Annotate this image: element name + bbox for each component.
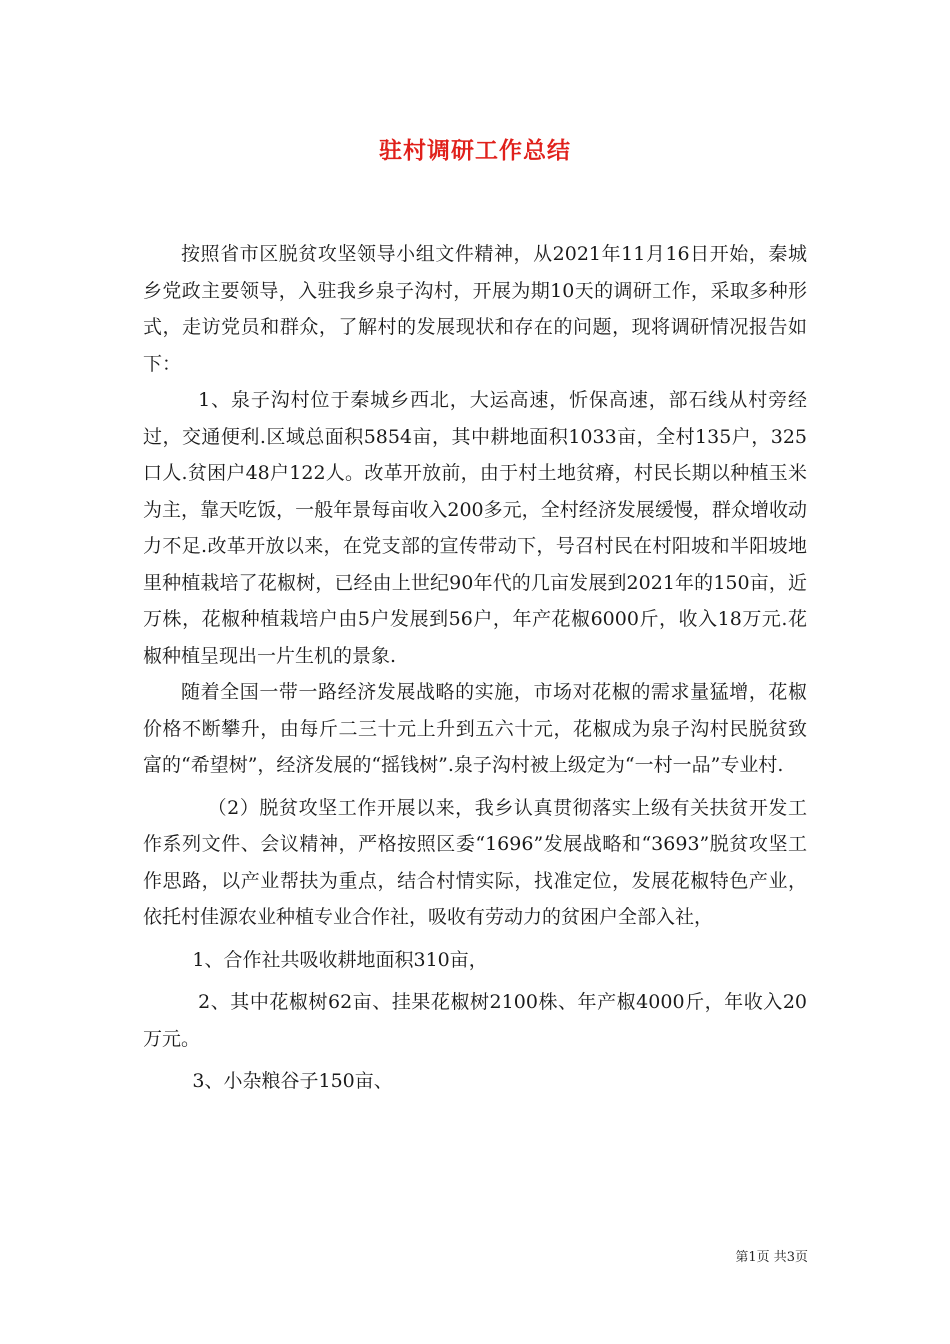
page-indicator: 第1页 共3页 [735, 1250, 808, 1265]
paragraph-intro: 按照省市区脱贫攻坚领导小组文件精神，从2021年11月16日开始，秦城乡党政主要领导，入驻我乡泉子沟村，开展为期10天的调研工作，采取多种形式，走访党员和群众，了解村的发展现状和存在的问题，现将调研情况报告如下： [143, 243, 807, 375]
list-item-millet: 3、小杂粮谷子150亩、 [192, 1070, 393, 1092]
document-title: 驻村调研工作总结 [379, 138, 571, 164]
paragraph-village-overview: 1、泉子沟村位于秦城乡西北，大运高速，忻保高速，部石线从村旁经过，交通便利.区域总面积5854亩，其中耕地面积1033亩，全村135户，325口人.贫困户48户122人。改革开放前，由于村土地贫瘠，村民长期以种植玉米为主，靠天吃饭，一般年景每亩收入200多元，全村经济发展缓慢，群众增收动力不足.改革开放以来，在党支部的宣传带动下，号召村民在村阳坡和半阳坡地里种植栽培了花椒树，已经由上世纪90年代的几亩发展到2021年的150亩，近万株，花椒种植栽培户由5户发展到56户，年产花椒6000斤，收入18万元.花椒种植呈现出一片生机的景象. [143, 389, 807, 667]
paragraph-poverty-work: （2）脱贫攻坚工作开展以来，我乡认真贯彻落实上级有关扶贫开发工作系列文件、会议精神，严格按照区委“1696”发展战略和“3693”脱贫攻坚工作思路，以产业帮扶为重点，结合村情实际，找准定位，发展花椒特色产业，依托村佳源农业种植专业合作社，吸收有劳动力的贫困户全部入社， [143, 796, 807, 928]
document-body [143, 236, 807, 1100]
paragraph-market-growth: 随着全国一带一路经济发展战略的实施，市场对花椒的需求量猛增，花椒价格不断攀升，由每斤二三十元上升到五六十元，花椒成为泉子沟村民脱贫致富的“希望树”，经济发展的“摇钱树”.泉子沟村被上级定为“一村一品”专业村. [143, 681, 807, 776]
list-item-pepper-trees: 2、其中花椒树62亩、挂果花椒树2100株、年产椒4000斤，年收入20万元。 [143, 991, 807, 1050]
list-item-cooperative-land: 1、合作社共吸收耕地面积310亩， [192, 948, 488, 971]
